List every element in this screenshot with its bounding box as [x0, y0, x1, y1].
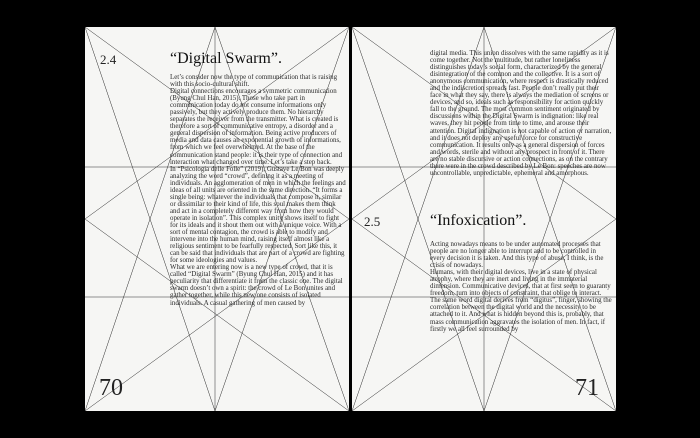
paragraph: Digital connections encourages a symmetric communication (Byung Chul Han, 2015). Those who take part in communication today do not consume informations only passively, but they actively produce them. No hierarchy separates the receiver from the transmitter. What is created is therefore a sort of communicative entropy, a disorder and a general dispersion of information. Being active producers of media and data causes an exponential growth of informations, from which we feel overwhelmed. At the base of the communication stand people: it is their type of connection and interaction what changed over time. Let’s take a step back. — [170, 88, 343, 166]
body-text — [170, 74, 347, 396]
paragraph: What we are entering now is a new type of crowd, that it is called “Digital Swarm” (Byung Chul Han, 2015) and it has peculiarity that differentiate it from the classic one. The digital swarm doesn’t own a spirit: the crowd of Le Bon unites and gather together, while this new one consists of isolated individuals. A casual gathering of men caused by — [170, 264, 343, 307]
page-number: 71 — [575, 375, 599, 401]
paragraph: Humans, with their digital devices, live in a state of physical atrophy, where they are inert and living in the immaterial dimension. Communicative devices, that at first seem to guaranty freedom, turn into objects of constraint, that oblige to interact. The same word digital derives from “digitus”, finger, showing the correlation between the digital world and the necessity to be attached to it. And what is hidden beyond this is, probably, that mass communication aggravates the isolation of men. In fact, if firstly we all feel surrounded by — [430, 269, 612, 333]
paragraph: Let’s consider now the type of communication that is raising with this socio-cultural shift. — [170, 74, 338, 89]
paragraph: digital media. This union dissolves with the same rapidity as it is come together. Not the multitude, but rather loneliness distinguishes today’s social form, characterized by the general disintegration of the common and the collective. It is a sort of anonymous communication, where respect is drastically reduced and the indiscretion spreads fast. People don’t really put their face in what they say, there is always the mediation of screens or devices, and so, ideals such as responsibility for action quickly fall to the ground. The most common sentiment originated by discussions within the Digital Swarm is indignation: like real waves, they hit people from time to time, and arouse their attention. Digital indignation is not capable of action or narration, and it does not deploy any useful force for constructive communication. It results only as a general dispersion of forces and words, sterile and without any prospect in front of it. There are no stable discursive or action connections, as on the contrary there were in the crowd described by Le Bon: speeches are now uncontrollable, unpredictable, ephemeral and amorphous. — [430, 50, 612, 177]
section-number: 2.4 — [100, 52, 117, 67]
page-number: 70 — [99, 375, 123, 401]
right-page — [352, 27, 616, 411]
section-number: 2.5 — [364, 214, 381, 229]
section-title: “Infoxication”. — [430, 212, 527, 229]
body-text-top — [430, 50, 612, 235]
section-title: “Digital Swarm”. — [170, 50, 282, 67]
paragraph: In “Psicologia delle Folle” (2019), Gustave Le Bon was deeply analyzing the word “crowd”, defining it as a meeting of individuals. An agglomeration of men in which the feelings and ideas of all units are oriented in the same direction. “It forms a single being: whatever the individuals that compose it, similar or dissimilar to their kind of life, this soul makes them think and act in a completely different way from how they would operate in isolation”. This complex unity shows itself to fight for its ideals and it shout them out with a unique voice. With a sort of mental contagion, the crowd is able to modify and intervene into the human mind, raising itself almost like a religious sentiment to be fearfully respected. Sort like this, it can be said that individuals that are part of a crowd are fighting for some ideologies and values. — [170, 165, 346, 265]
left-page — [85, 27, 349, 411]
body-text-bottom — [430, 241, 612, 396]
paragraph: Acting nowadays means to be under automated processes that people are no longer able to interrupt and to be controlled in every decision it is taken. And this type of abuse, I think, is the crisis of nowadays. — [430, 241, 604, 270]
